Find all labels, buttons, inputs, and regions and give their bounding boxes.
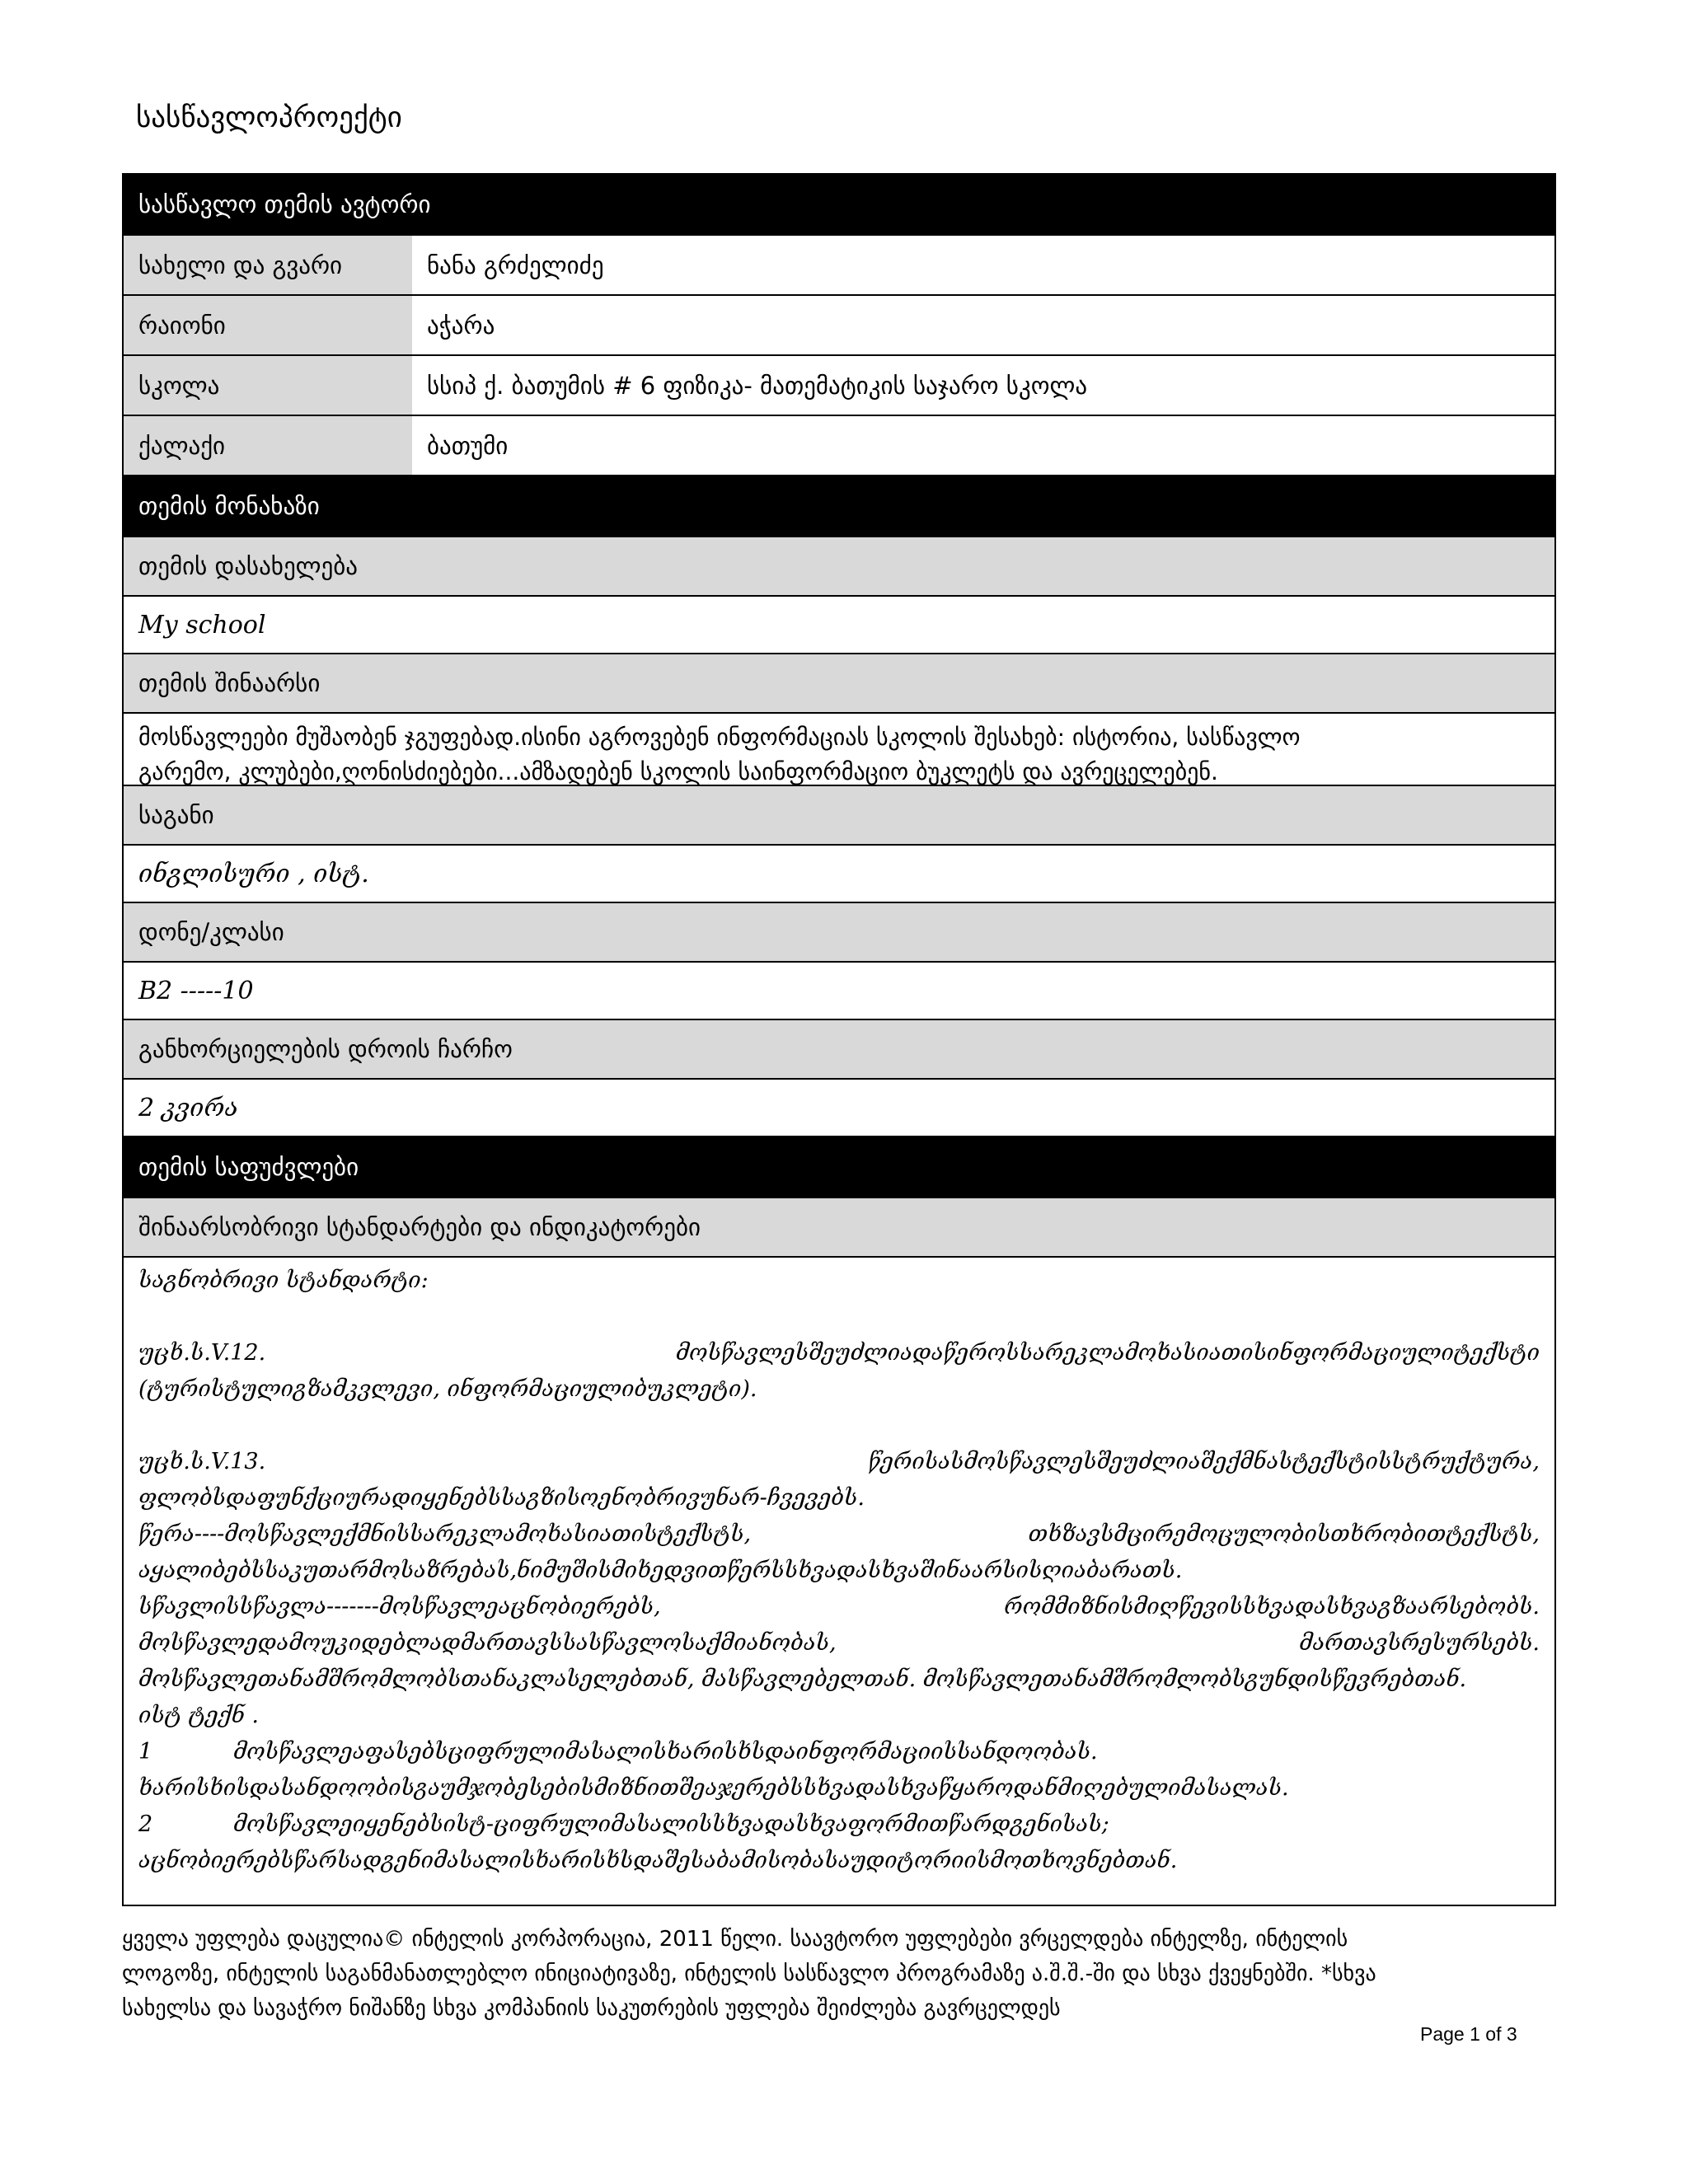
ict-number: 2: [138, 1811, 153, 1837]
field-value: ნანა გრძელიძე: [412, 236, 1554, 294]
standard-text: მოსწავლესშეუძლიადაწეროსსარეკლამოხასიათისინფორმაციულიტექსტი: [675, 1340, 1540, 1366]
standard-text: წერისასმოსწავლესშეუძლიაშექმნასტექსტისსტრუქტურა,: [868, 1449, 1540, 1474]
subject-value: ინგლისური , ისტ.: [124, 846, 1554, 903]
field-label: ქალაქი: [124, 416, 412, 475]
section-header-foundation: თემის საფუძვლები: [124, 1137, 1554, 1198]
writing-line: [138, 1516, 1540, 1553]
learning-part: მოსწავლედამოუკიდებლადმართავსსასწავლოსაქმიანობას,: [138, 1630, 837, 1656]
standard-item: [138, 1335, 1540, 1371]
document-title: სასწავლოპროექტი: [136, 101, 402, 134]
ict-number: 1: [138, 1739, 153, 1765]
section-header-outline: თემის მონახაზი: [124, 476, 1554, 537]
copyright-footer: [122, 1922, 1556, 2026]
project-table: [122, 173, 1556, 1906]
region-row: [124, 296, 1554, 356]
field-value: სსიპ ქ. ბათუმის # 6 ფიზიკა- მათემატიკის საჯარო სკოლა: [412, 356, 1554, 415]
standard-code: უცხ.ს.V.13.: [138, 1449, 266, 1474]
content-line: გარემო, კლუბები,ღონისძიებები...ამზადებენ სკოლის საინფორმაციო ბუკლეტს და ავრეცელებენ.: [138, 758, 1218, 785]
field-value: ბათუმი: [412, 416, 1554, 475]
ict-item: [138, 1734, 1540, 1770]
footer-line: ლოგოზე, ინტელის საგანმანათლებლო ინიციატივაზე, ინტელის სასწავლო პროგრამაზე ა.შ.შ.-ში და სხვა ქვეყნებში. *სხვა: [122, 1961, 1376, 1986]
page-number: Page 1 of 3: [1420, 2023, 1517, 2045]
ict-item-cont: ხარისხისდასანდოობისგაუმჯობესებისმიზნითშეაჯერებსსხვადასხვაწყაროდანმიღებულიმასალას.: [138, 1775, 1289, 1801]
field-label: სკოლა: [124, 356, 412, 415]
standard-item: [138, 1444, 1540, 1480]
learning-line: [138, 1625, 1540, 1661]
writing-line-cont: აყალიბებსსაკუთარმოსაზრებას,ნიმუშისმიხედვითწერსსხვადასხვაშინაარსისღიაბარათს.: [138, 1558, 1183, 1583]
standard-text-cont: ფლობსდაფუნქციურადიყენებსსაგზისოენობრივუნარ-ჩვევებს.: [138, 1485, 865, 1511]
learning-line-cont: მოსწავლეთანამშრომლობსთანაკლასელებთან, მასწავლებელთან. მოსწავლეთანამშრომლობსგუნდისწევრებთან.: [138, 1666, 1467, 1692]
ict-item-cont: აცნობიერებსწარსადგენიმასალისხარისხსდაშესაბამისობასაუდიტორიისმოთხოვნებთან.: [138, 1848, 1178, 1873]
section-header-author: სასწავლო თემის ავტორი: [124, 175, 1554, 236]
learning-part: სწავლისსწავლა-------მოსწავლეაცნობიერებს,: [138, 1594, 661, 1619]
content-line: მოსწავლეები მუშაობენ ჯგუფებად.ისინი აგროვებენ ინფორმაციას სკოლის შესახებ: ისტორია, სასწავლო: [138, 724, 1301, 751]
level-value: B2 -----10: [124, 963, 1554, 1020]
subject-label: საგანი: [124, 786, 1554, 846]
topic-content-text: [124, 714, 1554, 786]
field-value: აჭარა: [412, 296, 1554, 354]
city-row: [124, 416, 1554, 476]
learning-part: რომმიზნისმიღწევისსხვადასხვაგზაარსებობს.: [1004, 1594, 1540, 1619]
standards-label: შინაარსობრივი სტანდარტები და ინდიკატორები: [124, 1198, 1554, 1258]
standards-text: [124, 1258, 1554, 1905]
topic-title-label: თემის დასახელება: [124, 537, 1554, 597]
school-row: [124, 356, 1554, 416]
ict-text: მოსწავლეაფასებსციფრულიმასალისხარისხსდაინფორმაციისსანდოობას.: [233, 1739, 1098, 1765]
topic-title-value: My school: [124, 597, 1554, 654]
standard-code: უცხ.ს.V.12.: [138, 1340, 266, 1366]
learning-line: [138, 1589, 1540, 1625]
writing-part: წერა----მოსწავლექმნისსარეკლამოხასიათისტექსტს,: [138, 1521, 752, 1547]
footer-line: სახელსა და სავაჭრო ნიშანზე სხვა კომპანიის საკუთრების უფლება შეიძლება გავრცელდეს: [122, 1996, 1061, 2021]
ict-label: ისტ ტექნ .: [138, 1703, 259, 1728]
ict-text: მოსწავლეიყენებსისტ-ციფრულიმასალისსხვადასხვაფორმითწარდგენისას;: [233, 1811, 1109, 1837]
level-label: დონე/კლასი: [124, 903, 1554, 963]
ict-item: [138, 1807, 1540, 1843]
field-label: რაიონი: [124, 296, 412, 354]
timeframe-value: 2 კვირა: [124, 1080, 1554, 1137]
learning-part: მართავსრესურსებს.: [1299, 1630, 1540, 1656]
footer-line: ყველა უფლება დაცულია© ინტელის კორპორაცია, 2011 წელი. საავტორო უფლებები ვრცელდება ინტელზე, ინტელის: [122, 1927, 1348, 1952]
field-label: სახელი და გვარი: [124, 236, 412, 294]
timeframe-label: განხორციელების დროის ჩარჩო: [124, 1020, 1554, 1080]
standard-text-cont: (ტურისტულიგზამკვლევი, ინფორმაციულიბუკლეტი).: [138, 1376, 757, 1402]
topic-content-label: თემის შინაარსი: [124, 654, 1554, 714]
author-name-row: [124, 236, 1554, 296]
subject-standard-label: საგნობრივი სტანდარტი:: [138, 1268, 429, 1293]
writing-part: თხზავსმცირემოცულობისთხრობითტექსტს,: [1028, 1521, 1540, 1547]
